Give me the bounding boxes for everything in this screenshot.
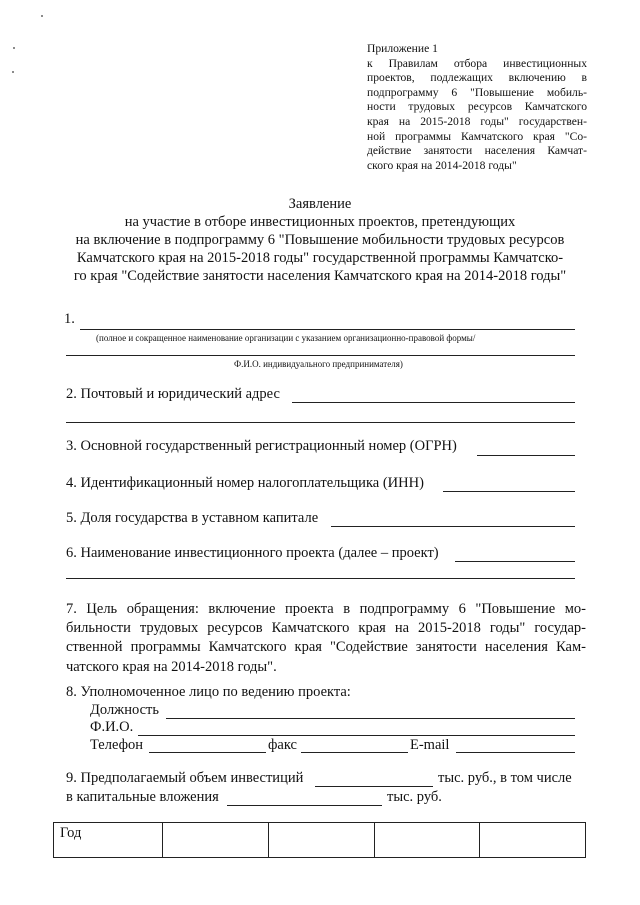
capital-investments-field[interactable] (227, 805, 382, 806)
item7-paragraph (66, 600, 586, 677)
appendix-line: проектов, подлежащих включению в (367, 71, 587, 85)
address-field-2[interactable] (66, 422, 575, 423)
email-field[interactable] (456, 752, 575, 753)
item2-label: 2. Почтовый и юридический адрес (66, 386, 280, 402)
appendix-line: ского края на 2014-2018 годы" (367, 158, 517, 172)
item5-label: 5. Доля государства в уставном капитале (66, 510, 319, 526)
item9-unit-including: тыс. руб., в том числе (438, 770, 572, 786)
investment-volume-field[interactable] (315, 786, 433, 787)
appendix-note (367, 42, 587, 173)
heading-line: на участие в отборе инвестиционных проектов, претендующих (124, 214, 516, 230)
project-name-field[interactable] (455, 561, 575, 562)
fio-label: Ф.И.О. (90, 719, 134, 735)
table-cell[interactable] (480, 823, 586, 858)
table-cell[interactable] (268, 823, 374, 858)
appendix-line: действие занятости населения Камчат- (367, 144, 587, 158)
document-title: Заявление (288, 196, 352, 212)
item6-label: 6. Наименование инвестиционного проекта (далее – проект) (66, 545, 439, 561)
appendix-line: подпрограмму 6 "Повышение мобиль- (367, 85, 587, 99)
item1-organization-field-2[interactable] (66, 355, 575, 356)
appendix-line: к Правилам отбора инвестиционных (367, 56, 587, 70)
item7-line: 7. Цель обращения: включение проекта в подпрограмму 6 "Повышение мо- (66, 601, 586, 617)
capital-investments-label: в капитальные вложения (66, 789, 219, 805)
inn-field[interactable] (443, 491, 575, 492)
state-share-field[interactable] (331, 526, 575, 527)
table-cell[interactable] (374, 823, 480, 858)
position-label: Должность (90, 702, 159, 718)
project-name-field-2[interactable] (66, 578, 575, 579)
item7-line: бильности трудовых ресурсов Камчатского края на 2015-2018 годы" государ- (66, 620, 586, 637)
appendix-line: края на 2015-2018 годы" государствен- (367, 114, 587, 128)
item1-hint-entrepreneur: Ф.И.О. индивидуального предпринимателя) (234, 359, 403, 369)
item1-number: 1. (64, 311, 75, 327)
capital-investments-unit: тыс. руб. (387, 789, 442, 805)
table-row (54, 823, 586, 858)
heading-line: на включение в подпрограмму 6 "Повышение мобильности трудовых ресурсов (75, 232, 565, 248)
item9-label: 9. Предполагаемый объем инвестиций (66, 770, 304, 786)
appendix-line: ности трудовых ресурсов Камчатского (367, 100, 587, 114)
item1-hint-organization: (полное и сокращенное наименование организации с указанием организационно-правовой формы/ (96, 333, 476, 343)
scan-speck (41, 15, 43, 17)
item7-line: чатского края на 2014-2018 годы". (66, 658, 277, 675)
address-field[interactable] (292, 402, 575, 403)
ogrn-field[interactable] (477, 455, 575, 456)
appendix-line: Приложение 1 (367, 42, 438, 55)
phone-label: Телефон (90, 737, 143, 753)
appendix-line: ной программы Камчатского края "Со- (367, 129, 587, 143)
table-cell[interactable] (163, 823, 269, 858)
position-field[interactable] (166, 718, 575, 719)
email-label: E-mail (410, 737, 450, 753)
fio-field[interactable] (138, 735, 575, 736)
fax-field[interactable] (301, 752, 408, 753)
item7-line: ственной программы Камчатского края "Содействие занятости населения Кам- (66, 639, 586, 656)
table-cell-year-header: Год (54, 823, 163, 858)
scan-speck (13, 47, 15, 49)
item3-label: 3. Основной государственный регистрационный номер (ОГРН) (66, 438, 457, 454)
item4-label: 4. Идентификационный номер налогоплательщика (ИНН) (66, 475, 424, 491)
investment-year-table (53, 822, 586, 858)
heading-line: го края "Содействие занятости населения Камчатского края на 2014-2018 годы" (73, 268, 567, 284)
fax-label: факс (268, 737, 297, 753)
item8-label: 8. Уполномоченное лицо по ведению проекта: (66, 684, 351, 700)
heading-line: Камчатского края на 2015-2018 годы" государственной программы Камчатско- (76, 250, 564, 266)
scan-speck (12, 71, 14, 73)
item1-organization-field[interactable] (80, 329, 575, 330)
phone-field[interactable] (149, 752, 266, 753)
